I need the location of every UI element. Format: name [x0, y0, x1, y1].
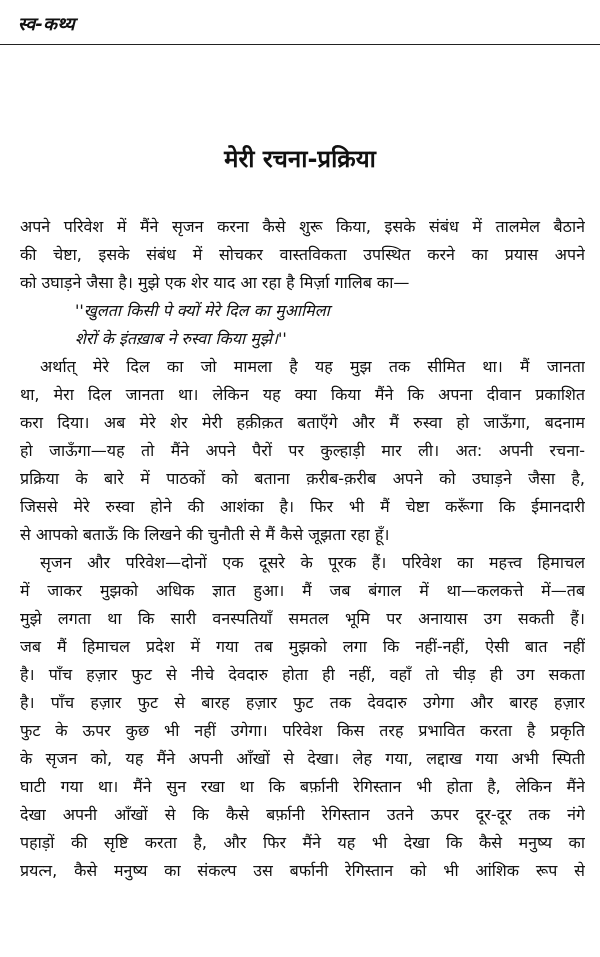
text-line: था, मेरा दिल जानता था। लेकिन यह क्या किया मैंने कि अपना दीवान प्रकाशित	[20, 385, 585, 404]
chapter-title: मेरी रचना-प्रक्रिया	[224, 145, 376, 173]
text-line: की चेष्टा, इसके संबंध में सोचकर वास्तविकता उपस्थित करने का प्रयास अपने	[20, 245, 585, 264]
text-line: फुट के ऊपर कुछ भी नहीं उगेगा। परिवेश किस तरह प्रभावित करता है प्रकृति	[20, 721, 585, 740]
text-line: सृजन और परिवेश—दोनों एक दूसरे के पूरक हैं। परिवेश का महत्त्व हिमाचल	[40, 553, 585, 572]
body-text	[20, 213, 585, 885]
text-line: अपने परिवेश में मैंने सृजन करना कैसे शुरू किया, इसके संबंध में तालमेल बैठाने	[20, 217, 585, 236]
text-line: से आपको बताऊँ कि लिखने की चुनौती से मैं कैसे जूझता रहा हूँ।	[20, 525, 390, 544]
text-line: है। पाँच हज़ार फुट से बारह हज़ार फुट तक देवदारु उगेगा और बारह हज़ार	[20, 693, 585, 712]
text-line: देखा अपनी आँखों से कि कैसे बर्फ़ानी रेगिस्तान उतने ऊपर दूर-दूर तक नंगे	[20, 805, 585, 824]
running-head: स्व-कथ्य	[18, 14, 75, 35]
text-line: घाटी गया था। मैंने सुन रखा था कि बर्फ़ानी रेगिस्तान भी होता है, लेकिन मैंने	[20, 777, 585, 796]
header-rule	[0, 44, 600, 45]
quote-line: ''खुलता किसी पे क्यों मेरे दिल का मुआमिला	[75, 301, 330, 320]
text-line: प्रयत्न, कैसे मनुष्य का संकल्प उस बर्फानी रेगिस्तान को भी आंशिक रूप से	[20, 861, 585, 880]
text-line: जिससे मेरे रुस्वा होने की आशंका है। फिर भी मैं चेष्टा करूँगा कि ईमानदारी	[20, 497, 585, 516]
text-line: मुझे लगता था कि सारी वनस्पतियाँ समतल भूमि पर अनायास उग सकती हैं।	[20, 609, 585, 628]
text-line: हो जाऊँगा—यह तो मैंने अपने पैरों पर कुल्हाड़ी मार ली। अत: अपनी रचना-	[20, 441, 585, 460]
text-line: जब मैं हिमाचल प्रदेश में गया तब मुझको लगा कि नहीं-नहीं, ऐसी बात नहीं	[20, 637, 585, 656]
text-line: के सृजन को, यह मैंने अपनी आँखों से देखा। लेह गया, लद्दाख गया अभी स्पिती	[20, 749, 585, 768]
text-line: है। पाँच हज़ार फुट से नीचे देवदारु होता ही नहीं, वहाँ तो चीड़ ही उग सकता	[20, 665, 585, 684]
text-line: प्रक्रिया के बारे में पाठकों को बताना क़रीब-क़रीब अपने को उघाड़ने जैसा है,	[20, 469, 585, 488]
text-line: अर्थात् मेरे दिल का जो मामला है यह मुझ तक सीमित था। मैं जानता	[40, 357, 585, 376]
text-line: में जाकर मुझको अधिक ज्ञात हुआ। मैं जब बंगाल में था—कलकत्ते में—तब	[20, 581, 585, 600]
quote-line: शेरों के इंतख़ाब ने रुस्वा किया मुझे।''	[75, 329, 287, 348]
text-line: को उघाड़ने जैसा है। मुझे एक शेर याद आ रहा है मिर्ज़ा गालिब का—	[20, 273, 410, 292]
text-line: पहाड़ों की सृष्टि करता है, और फिर मैंने यह भी देखा कि कैसे मनुष्य का	[20, 833, 585, 852]
text-line: करा दिया। अब मेरे शेर मेरी हक़ीक़त बताएँगे और मैं रुस्वा हो जाऊँगा, बदनाम	[20, 413, 585, 432]
